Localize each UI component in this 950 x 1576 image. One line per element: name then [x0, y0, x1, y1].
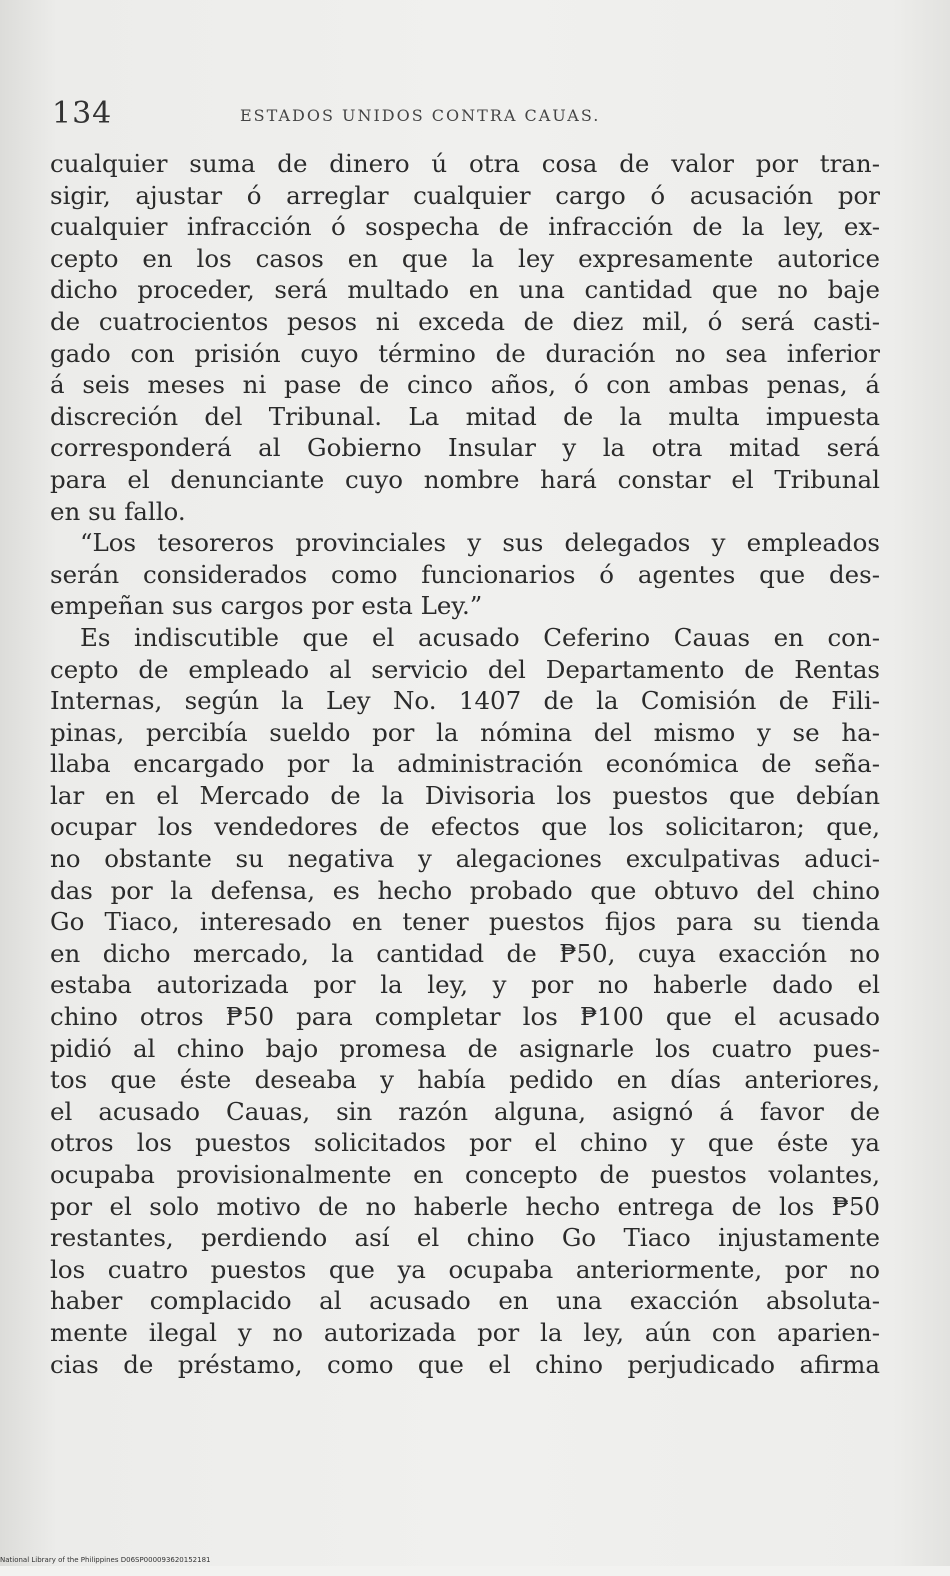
text-line: el acusado Cauas, sin razón alguna, asignó á favor de: [50, 1096, 880, 1126]
text-line: corresponderá al Gobierno Insular y la otra mitad será: [50, 433, 880, 463]
text-line: haber complacido al acusado en una exacción absoluta-: [50, 1286, 880, 1316]
text-line: por el solo motivo de no haberle hecho entrega de los ₱50: [50, 1191, 880, 1221]
text-line: ocupaba provisionalmente en concepto de puestos volantes,: [50, 1160, 880, 1189]
text-line: “Los tesoreros provinciales y sus delegados y empleados: [80, 528, 880, 558]
text-line: en dicho mercado, la cantidad de ₱50, cuya exacción no: [50, 938, 880, 968]
text-line: empeñan sus cargos por esta Ley.”: [50, 591, 483, 621]
text-line: das por la defensa, es hecho probado que obtuvo del chino: [50, 875, 880, 905]
text-line: sigir, ajustar ó arreglar cualquier cargo ó acusación por: [50, 180, 880, 210]
text-line: ocupar los vendedores de efectos que los solicitaron; que,: [50, 812, 880, 842]
text-line: estaba autorizada por la ley, y por no haberle dado el: [50, 970, 880, 1000]
text-line: tos que éste deseaba y había pedido en días anteriores,: [50, 1065, 880, 1095]
text-line: serán considerados como funcionarios ó agentes que des-: [50, 559, 880, 589]
text-line: no obstante su negativa y alegaciones exculpativas aduci-: [50, 844, 880, 874]
text-line: cualquier suma de dinero ú otra cosa de valor por tran-: [50, 149, 880, 178]
text-line: pidió al chino bajo promesa de asignarle los cuatro pues-: [50, 1033, 880, 1063]
text-line: pinas, percibía sueldo por la nómina del mismo y se ha-: [50, 717, 880, 747]
text-line: cualquier infracción ó sospecha de infracción de la ley, ex-: [50, 212, 880, 242]
body-text: [50, 148, 880, 1380]
text-line: otros los puestos solicitados por el chino y que éste ya: [50, 1128, 880, 1158]
text-line: mente ilegal y no autorizada por la ley, aún con aparien-: [50, 1317, 880, 1347]
text-line: dicho proceder, será multado en una cantidad que no baje: [50, 275, 880, 305]
text-line: á seis meses ni pase de cinco años, ó con ambas penas, á: [50, 370, 880, 400]
text-line: Go Tiaco, interesado en tener puestos fijos para su tienda: [50, 907, 880, 937]
text-line: chino otros ₱50 para completar los ₱100 que el acusado: [50, 1002, 880, 1032]
text-line: gado con prisión cuyo término de duración no sea inferior: [50, 338, 880, 368]
scan-credit: National Library of the Philippines D06SP000093620152181: [0, 1556, 211, 1564]
text-line: de cuatrocientos pesos ni exceda de diez mil, ó será casti-: [50, 306, 880, 336]
text-line: cepto de empleado al servicio del Departamento de Rentas: [50, 654, 880, 684]
text-line: llaba encargado por la administración económica de seña-: [50, 749, 880, 779]
text-line: los cuatro puestos que ya ocupaba anteriormente, por no: [50, 1254, 880, 1284]
text-line: Internas, según la Ley No. 1407 de la Comisión de Fili-: [50, 686, 880, 716]
text-line: cepto en los casos en que la ley expresamente autorice: [50, 243, 880, 273]
text-line: para el denunciante cuyo nombre hará constar el Tribunal: [50, 464, 880, 494]
text-line: en su fallo.: [50, 496, 186, 526]
text-line: lar en el Mercado de la Divisoria los puestos que debían: [50, 780, 880, 810]
page-number: 134: [52, 96, 113, 131]
text-line: cias de préstamo, como que el chino perjudicado afirma: [50, 1349, 880, 1379]
page-header: [52, 96, 892, 132]
footer-bar: [0, 1566, 950, 1576]
text-line: restantes, perdiendo así el chino Go Tiaco injustamente: [50, 1223, 880, 1253]
text-line: discreción del Tribunal. La mitad de la multa impuesta: [50, 401, 880, 431]
text-line: Es indiscutible que el acusado Ceferino Cauas en con-: [80, 622, 880, 652]
running-title: ESTADOS UNIDOS CONTRA CAUAS.: [240, 106, 601, 125]
